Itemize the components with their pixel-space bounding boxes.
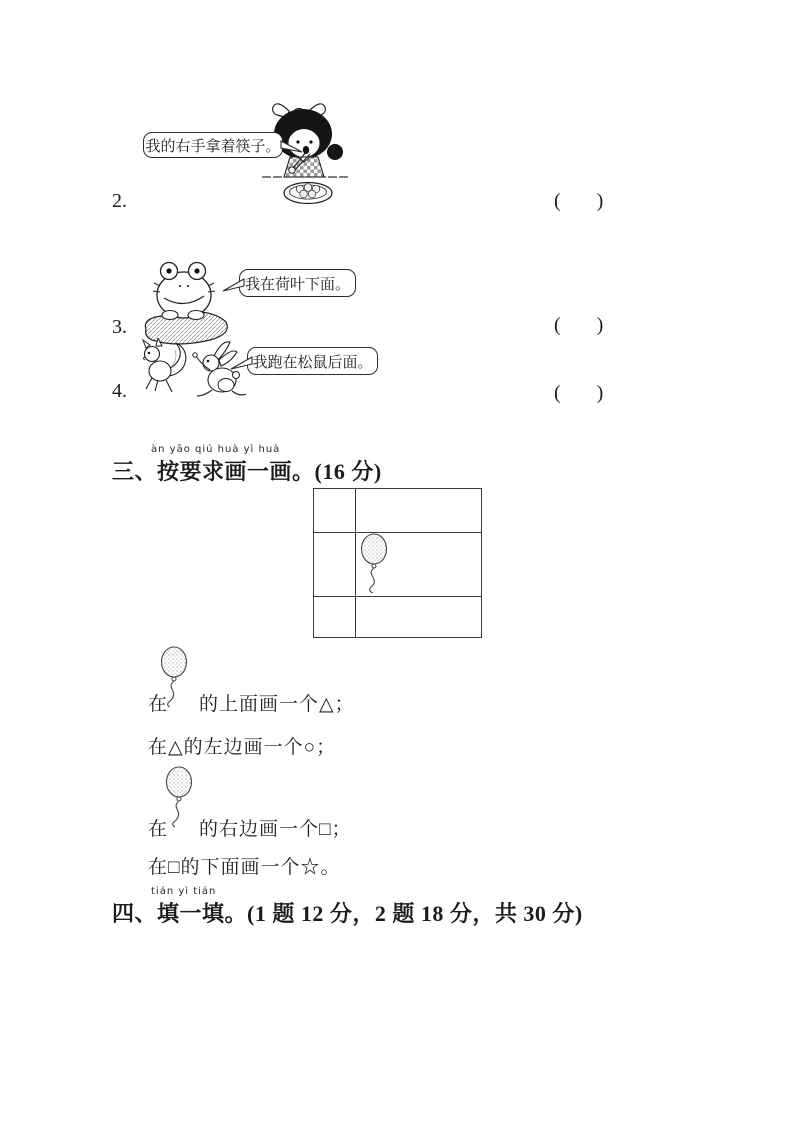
instruction-line-1 bbox=[148, 689, 355, 716]
paren-open: ( bbox=[554, 382, 561, 404]
instruction-suffix: 的右边画一个□； bbox=[199, 819, 352, 840]
instruction-text: 在△的左边画一个○； bbox=[148, 737, 337, 758]
balloon-gap bbox=[168, 814, 199, 841]
speech-bubble-item-3 bbox=[239, 269, 356, 297]
speech-tail-icon bbox=[221, 276, 245, 294]
answer-blank-item-4[interactable] bbox=[554, 382, 603, 405]
paren-close: ) bbox=[596, 190, 604, 212]
paren-close: ) bbox=[596, 382, 604, 404]
instruction-line-4 bbox=[148, 852, 340, 879]
paren-open: ( bbox=[554, 190, 561, 212]
speech-bubble-item-4 bbox=[247, 347, 378, 375]
speech-tail-icon bbox=[229, 354, 253, 372]
frog-on-lotus-leaf-illustration bbox=[136, 258, 236, 346]
grid-horizontal-line-2 bbox=[314, 596, 481, 597]
answer-blank-item-3[interactable] bbox=[554, 314, 603, 337]
item-number-3: 3. bbox=[112, 316, 127, 338]
section-three-pinyin: àn yāo qiú huà yì huà bbox=[151, 444, 281, 455]
section-four-pinyin: tián yì tián bbox=[151, 886, 217, 897]
instruction-suffix: 的上面画一个△； bbox=[199, 694, 355, 715]
item-number-2: 2. bbox=[112, 190, 127, 212]
section-four-title: 四、填一填。(1 题 12 分，2 题 18 分，共 30 分) bbox=[112, 901, 583, 926]
item-number-4: 4. bbox=[112, 380, 127, 402]
paren-close: ) bbox=[596, 314, 604, 336]
balloon-icon bbox=[356, 533, 392, 595]
speech-text: 我跑在松鼠后面。 bbox=[252, 354, 373, 371]
speech-text: 我的右手拿着筷子。 bbox=[145, 138, 281, 155]
answer-blank-item-2[interactable] bbox=[554, 190, 603, 213]
instruction-line-2 bbox=[148, 732, 336, 759]
balloon-gap bbox=[168, 689, 199, 716]
speech-tail-icon bbox=[280, 138, 304, 156]
instruction-text: 在□的下面画一个☆。 bbox=[148, 857, 341, 878]
section-three-title: 三、按要求画一画。(16 分) bbox=[112, 459, 382, 484]
instruction-prefix: 在 bbox=[148, 819, 169, 840]
speech-text: 我在荷叶下面。 bbox=[245, 276, 351, 293]
speech-bubble-item-2 bbox=[143, 132, 283, 158]
instruction-prefix: 在 bbox=[148, 694, 169, 715]
grid-horizontal-line-1 bbox=[314, 532, 481, 533]
drawing-grid[interactable] bbox=[313, 488, 482, 638]
paren-open: ( bbox=[554, 314, 561, 336]
instruction-line-3 bbox=[148, 814, 352, 841]
